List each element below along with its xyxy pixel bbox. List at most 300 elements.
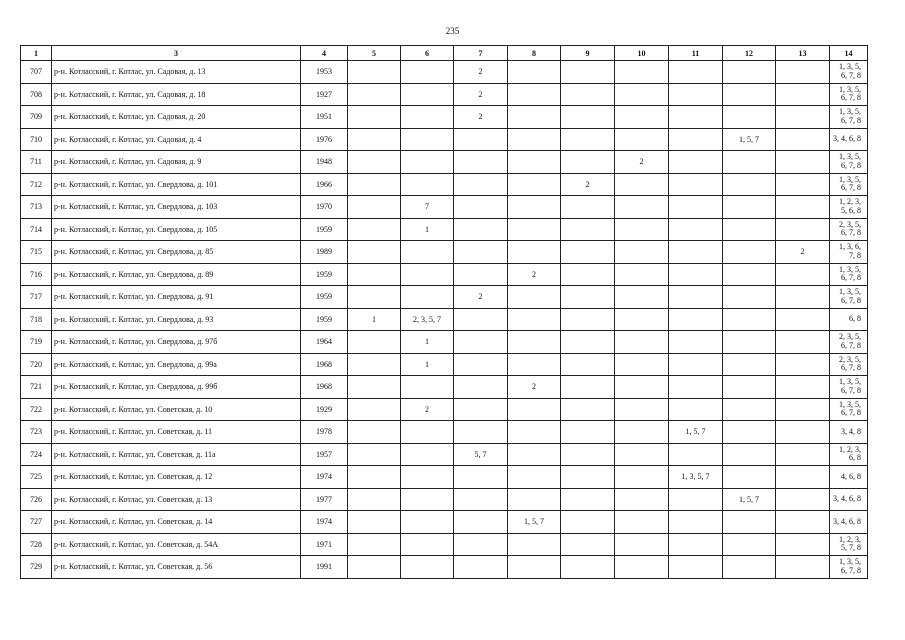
column-header: 9 [561, 46, 615, 61]
col-13-cell [776, 173, 830, 196]
col-6-cell [401, 488, 454, 511]
col-7-cell: 2 [454, 106, 508, 129]
row-number-cell: 720 [21, 353, 52, 376]
col-5-cell [348, 263, 401, 286]
buildings-table [20, 45, 868, 579]
col-6-cell [401, 61, 454, 84]
table-row [21, 353, 868, 376]
row-number-cell: 729 [21, 556, 52, 579]
col-14-cell: 3, 4, 6, 8 [830, 128, 868, 151]
col-11-cell [669, 556, 723, 579]
col-5-cell [348, 128, 401, 151]
col-11-cell [669, 151, 723, 174]
col-6-cell: 7 [401, 196, 454, 219]
row-number-cell: 727 [21, 511, 52, 534]
col-5-cell [348, 443, 401, 466]
col-13-cell [776, 511, 830, 534]
col-6-cell [401, 151, 454, 174]
col-8-cell [508, 128, 561, 151]
year-cell: 1978 [301, 421, 348, 444]
col-7-cell [454, 308, 508, 331]
col-6-cell [401, 173, 454, 196]
row-number-cell: 725 [21, 466, 52, 489]
col-6-cell [401, 286, 454, 309]
year-cell: 1971 [301, 533, 348, 556]
col-7-cell: 5, 7 [454, 443, 508, 466]
table-row [21, 128, 868, 151]
row-number-cell: 716 [21, 263, 52, 286]
address-cell: р-н. Котласский, г. Котлас, ул. Советская, д. 11 [52, 421, 301, 444]
table-row [21, 466, 868, 489]
col-7-cell [454, 353, 508, 376]
col-9-cell [561, 83, 615, 106]
col-11-cell [669, 173, 723, 196]
table-row [21, 398, 868, 421]
header-row [21, 46, 868, 61]
col-10-cell [615, 556, 669, 579]
col-12-cell [723, 173, 776, 196]
col-8-cell [508, 83, 561, 106]
col-10-cell [615, 511, 669, 534]
col-11-cell: 1, 5, 7 [669, 421, 723, 444]
col-7-cell [454, 511, 508, 534]
year-cell: 1968 [301, 376, 348, 399]
col-9-cell [561, 376, 615, 399]
col-7-cell [454, 173, 508, 196]
col-13-cell [776, 263, 830, 286]
row-number-cell: 708 [21, 83, 52, 106]
column-header: 4 [301, 46, 348, 61]
col-12-cell [723, 466, 776, 489]
col-10-cell [615, 128, 669, 151]
col-13-cell [776, 151, 830, 174]
col-7-cell [454, 263, 508, 286]
table-row [21, 61, 868, 84]
col-12-cell [723, 556, 776, 579]
col-6-cell [401, 128, 454, 151]
col-8-cell: 2 [508, 263, 561, 286]
col-11-cell [669, 106, 723, 129]
address-cell: р-н. Котласский, г. Котлас, ул. Советская, д. 12 [52, 466, 301, 489]
year-cell: 1977 [301, 488, 348, 511]
col-10-cell: 2 [615, 151, 669, 174]
address-cell: р-н. Котласский, г. Котлас, ул. Свердлова, д. 99б [52, 376, 301, 399]
col-10-cell [615, 488, 669, 511]
address-cell: р-н. Котласский, г. Котлас, ул. Советская, д. 54А [52, 533, 301, 556]
col-14-cell: 1, 2, 3, 6, 8 [830, 443, 868, 466]
year-cell: 1951 [301, 106, 348, 129]
col-11-cell [669, 308, 723, 331]
address-cell: р-н. Котласский, г. Котлас, ул. Свердлова, д. 99а [52, 353, 301, 376]
col-10-cell [615, 241, 669, 264]
col-6-cell: 1 [401, 353, 454, 376]
col-14-cell: 3, 4, 6, 8 [830, 511, 868, 534]
col-9-cell [561, 488, 615, 511]
col-9-cell [561, 466, 615, 489]
col-11-cell [669, 128, 723, 151]
col-11-cell [669, 286, 723, 309]
address-cell: р-н. Котласский, г. Котлас, ул. Свердлова, д. 85 [52, 241, 301, 264]
col-5-cell [348, 466, 401, 489]
col-5-cell [348, 421, 401, 444]
col-10-cell [615, 196, 669, 219]
col-12-cell [723, 398, 776, 421]
column-header: 8 [508, 46, 561, 61]
address-cell: р-н. Котласский, г. Котлас, ул. Советская, д. 13 [52, 488, 301, 511]
col-10-cell [615, 173, 669, 196]
col-9-cell [561, 353, 615, 376]
col-9-cell [561, 218, 615, 241]
col-13-cell: 2 [776, 241, 830, 264]
year-cell: 1948 [301, 151, 348, 174]
col-10-cell [615, 263, 669, 286]
column-header: 14 [830, 46, 868, 61]
table-row [21, 376, 868, 399]
row-number-cell: 711 [21, 151, 52, 174]
address-cell: р-н. Котласский, г. Котлас, ул. Свердлова, д. 93 [52, 308, 301, 331]
col-8-cell: 1, 5, 7 [508, 511, 561, 534]
year-cell: 1927 [301, 83, 348, 106]
col-8-cell [508, 196, 561, 219]
address-cell: р-н. Котласский, г. Котлас, ул. Советская, д. 11а [52, 443, 301, 466]
col-12-cell [723, 376, 776, 399]
address-cell: р-н. Котласский, г. Котлас, ул. Садовая, д. 20 [52, 106, 301, 129]
year-cell: 1959 [301, 286, 348, 309]
table-row [21, 263, 868, 286]
year-cell: 1968 [301, 353, 348, 376]
col-6-cell [401, 106, 454, 129]
address-cell: р-н. Котласский, г. Котлас, ул. Свердлова, д. 91 [52, 286, 301, 309]
year-cell: 1989 [301, 241, 348, 264]
col-12-cell [723, 106, 776, 129]
col-14-cell: 1, 3, 5, 6, 7, 8 [830, 263, 868, 286]
col-5-cell [348, 488, 401, 511]
col-12-cell [723, 353, 776, 376]
col-13-cell [776, 533, 830, 556]
address-cell: р-н. Котласский, г. Котлас, ул. Свердлова, д. 101 [52, 173, 301, 196]
col-6-cell [401, 241, 454, 264]
col-12-cell [723, 511, 776, 534]
year-cell: 1966 [301, 173, 348, 196]
col-12-cell [723, 241, 776, 264]
col-10-cell [615, 286, 669, 309]
col-5-cell [348, 286, 401, 309]
col-10-cell [615, 308, 669, 331]
col-11-cell [669, 353, 723, 376]
col-5-cell [348, 398, 401, 421]
address-cell: р-н. Котласский, г. Котлас, ул. Советская, д. 14 [52, 511, 301, 534]
row-number-cell: 712 [21, 173, 52, 196]
col-13-cell [776, 466, 830, 489]
col-11-cell [669, 241, 723, 264]
col-14-cell: 1, 3, 5, 6, 7, 8 [830, 398, 868, 421]
address-cell: р-н. Котласский, г. Котлас, ул. Свердлова, д. 105 [52, 218, 301, 241]
col-7-cell [454, 533, 508, 556]
table-row [21, 218, 868, 241]
col-8-cell [508, 241, 561, 264]
col-8-cell [508, 466, 561, 489]
row-number-cell: 709 [21, 106, 52, 129]
col-8-cell [508, 556, 561, 579]
col-13-cell [776, 353, 830, 376]
col-10-cell [615, 218, 669, 241]
col-5-cell [348, 511, 401, 534]
col-11-cell [669, 61, 723, 84]
col-6-cell [401, 511, 454, 534]
table-row [21, 173, 868, 196]
col-7-cell: 2 [454, 83, 508, 106]
col-14-cell: 1, 3, 5, 6, 7, 8 [830, 556, 868, 579]
col-14-cell: 1, 3, 5, 6, 7, 8 [830, 83, 868, 106]
column-header: 7 [454, 46, 508, 61]
col-5-cell: 1 [348, 308, 401, 331]
col-9-cell: 2 [561, 173, 615, 196]
address-cell: р-н. Котласский, г. Котлас, ул. Садовая, д. 18 [52, 83, 301, 106]
col-12-cell: 1, 5, 7 [723, 488, 776, 511]
col-12-cell [723, 443, 776, 466]
row-number-cell: 713 [21, 196, 52, 219]
col-11-cell [669, 331, 723, 354]
col-8-cell [508, 398, 561, 421]
col-10-cell [615, 466, 669, 489]
address-cell: р-н. Котласский, г. Котлас, ул. Садовая, д. 9 [52, 151, 301, 174]
table-row [21, 331, 868, 354]
row-number-cell: 724 [21, 443, 52, 466]
column-header: 5 [348, 46, 401, 61]
address-cell: р-н. Котласский, г. Котлас, ул. Советская, д. 56 [52, 556, 301, 579]
col-13-cell [776, 83, 830, 106]
col-13-cell [776, 196, 830, 219]
col-12-cell [723, 421, 776, 444]
col-7-cell [454, 376, 508, 399]
col-12-cell [723, 196, 776, 219]
col-10-cell [615, 61, 669, 84]
col-13-cell [776, 443, 830, 466]
col-13-cell [776, 106, 830, 129]
col-6-cell [401, 556, 454, 579]
col-9-cell [561, 511, 615, 534]
column-header: 1 [21, 46, 52, 61]
year-cell: 1976 [301, 128, 348, 151]
col-11-cell [669, 83, 723, 106]
year-cell: 1959 [301, 263, 348, 286]
row-number-cell: 723 [21, 421, 52, 444]
col-13-cell [776, 286, 830, 309]
col-8-cell [508, 443, 561, 466]
table-row [21, 308, 868, 331]
table-row [21, 286, 868, 309]
row-number-cell: 715 [21, 241, 52, 264]
col-9-cell [561, 61, 615, 84]
col-6-cell: 1 [401, 218, 454, 241]
col-7-cell [454, 196, 508, 219]
row-number-cell: 719 [21, 331, 52, 354]
col-5-cell [348, 106, 401, 129]
col-8-cell [508, 218, 561, 241]
year-cell: 1953 [301, 61, 348, 84]
col-5-cell [348, 218, 401, 241]
row-number-cell: 728 [21, 533, 52, 556]
col-7-cell [454, 151, 508, 174]
col-9-cell [561, 128, 615, 151]
col-7-cell [454, 331, 508, 354]
col-5-cell [348, 376, 401, 399]
col-7-cell [454, 421, 508, 444]
col-14-cell: 3, 4, 8 [830, 421, 868, 444]
col-9-cell [561, 151, 615, 174]
col-9-cell [561, 241, 615, 264]
col-8-cell [508, 353, 561, 376]
table-body [21, 61, 868, 579]
column-header: 3 [52, 46, 301, 61]
address-cell: р-н. Котласский, г. Котлас, ул. Свердлова, д. 89 [52, 263, 301, 286]
row-number-cell: 718 [21, 308, 52, 331]
col-12-cell [723, 331, 776, 354]
col-12-cell: 1, 5, 7 [723, 128, 776, 151]
table-row [21, 421, 868, 444]
row-number-cell: 722 [21, 398, 52, 421]
col-5-cell [348, 173, 401, 196]
col-5-cell [348, 196, 401, 219]
col-11-cell [669, 196, 723, 219]
col-11-cell [669, 398, 723, 421]
col-10-cell [615, 353, 669, 376]
col-10-cell [615, 376, 669, 399]
col-5-cell [348, 353, 401, 376]
col-8-cell [508, 173, 561, 196]
col-7-cell [454, 218, 508, 241]
col-10-cell [615, 443, 669, 466]
table-row [21, 83, 868, 106]
col-7-cell [454, 128, 508, 151]
col-11-cell [669, 218, 723, 241]
col-6-cell [401, 83, 454, 106]
col-10-cell [615, 533, 669, 556]
col-6-cell: 1 [401, 331, 454, 354]
col-8-cell: 2 [508, 376, 561, 399]
row-number-cell: 721 [21, 376, 52, 399]
col-14-cell: 2, 3, 5, 6, 7, 8 [830, 331, 868, 354]
col-7-cell [454, 398, 508, 421]
col-13-cell [776, 488, 830, 511]
table-row [21, 106, 868, 129]
row-number-cell: 710 [21, 128, 52, 151]
col-14-cell: 3, 4, 6, 8 [830, 488, 868, 511]
table-row [21, 151, 868, 174]
col-8-cell [508, 106, 561, 129]
column-header: 10 [615, 46, 669, 61]
col-7-cell: 2 [454, 61, 508, 84]
col-14-cell: 4, 6, 8 [830, 466, 868, 489]
year-cell: 1970 [301, 196, 348, 219]
year-cell: 1959 [301, 218, 348, 241]
col-9-cell [561, 398, 615, 421]
col-9-cell [561, 533, 615, 556]
col-9-cell [561, 556, 615, 579]
column-header: 6 [401, 46, 454, 61]
year-cell: 1929 [301, 398, 348, 421]
col-14-cell: 1, 2, 3, 5, 6, 8 [830, 196, 868, 219]
col-7-cell [454, 241, 508, 264]
col-6-cell: 2 [401, 398, 454, 421]
table-header [21, 46, 868, 61]
col-8-cell [508, 533, 561, 556]
table-row [21, 488, 868, 511]
row-number-cell: 707 [21, 61, 52, 84]
col-8-cell [508, 308, 561, 331]
table-row [21, 443, 868, 466]
col-11-cell [669, 376, 723, 399]
col-13-cell [776, 128, 830, 151]
col-10-cell [615, 398, 669, 421]
row-number-cell: 714 [21, 218, 52, 241]
col-5-cell [348, 151, 401, 174]
col-14-cell: 1, 3, 5, 6, 7, 8 [830, 376, 868, 399]
col-9-cell [561, 421, 615, 444]
col-9-cell [561, 106, 615, 129]
page-number: 235 [445, 26, 460, 36]
col-7-cell [454, 466, 508, 489]
column-header: 13 [776, 46, 830, 61]
col-13-cell [776, 331, 830, 354]
col-14-cell: 1, 3, 6, 7, 8 [830, 241, 868, 264]
address-cell: р-н. Котласский, г. Котлас, ул. Свердлова, д. 103 [52, 196, 301, 219]
table-row [21, 511, 868, 534]
address-cell: р-н. Котласский, г. Котлас, ул. Советская, д. 10 [52, 398, 301, 421]
column-header: 12 [723, 46, 776, 61]
year-cell: 1974 [301, 511, 348, 534]
year-cell: 1957 [301, 443, 348, 466]
col-11-cell [669, 511, 723, 534]
col-14-cell: 1, 2, 3, 5, 7, 8 [830, 533, 868, 556]
col-13-cell [776, 218, 830, 241]
col-9-cell [561, 308, 615, 331]
address-cell: р-н. Котласский, г. Котлас, ул. Свердлова, д. 97б [52, 331, 301, 354]
col-8-cell [508, 331, 561, 354]
table-row [21, 196, 868, 219]
col-6-cell [401, 533, 454, 556]
year-cell: 1964 [301, 331, 348, 354]
col-12-cell [723, 83, 776, 106]
col-7-cell [454, 556, 508, 579]
col-8-cell [508, 488, 561, 511]
col-9-cell [561, 443, 615, 466]
table-row [21, 241, 868, 264]
year-cell: 1974 [301, 466, 348, 489]
col-7-cell: 2 [454, 286, 508, 309]
address-cell: р-н. Котласский, г. Котлас, ул. Садовая, д. 13 [52, 61, 301, 84]
col-7-cell [454, 488, 508, 511]
year-cell: 1959 [301, 308, 348, 331]
col-5-cell [348, 241, 401, 264]
col-5-cell [348, 83, 401, 106]
column-header: 11 [669, 46, 723, 61]
col-6-cell [401, 466, 454, 489]
address-cell: р-н. Котласский, г. Котлас, ул. Садовая, д. 4 [52, 128, 301, 151]
col-14-cell: 1, 3, 5, 6, 7, 8 [830, 151, 868, 174]
col-5-cell [348, 533, 401, 556]
col-9-cell [561, 263, 615, 286]
col-14-cell: 1, 3, 5, 6, 7, 8 [830, 173, 868, 196]
col-5-cell [348, 61, 401, 84]
row-number-cell: 726 [21, 488, 52, 511]
col-12-cell [723, 286, 776, 309]
col-6-cell: 2, 3, 5, 7 [401, 308, 454, 331]
col-12-cell [723, 308, 776, 331]
col-13-cell [776, 398, 830, 421]
col-14-cell: 2, 3, 5, 6, 7, 8 [830, 218, 868, 241]
col-11-cell [669, 488, 723, 511]
